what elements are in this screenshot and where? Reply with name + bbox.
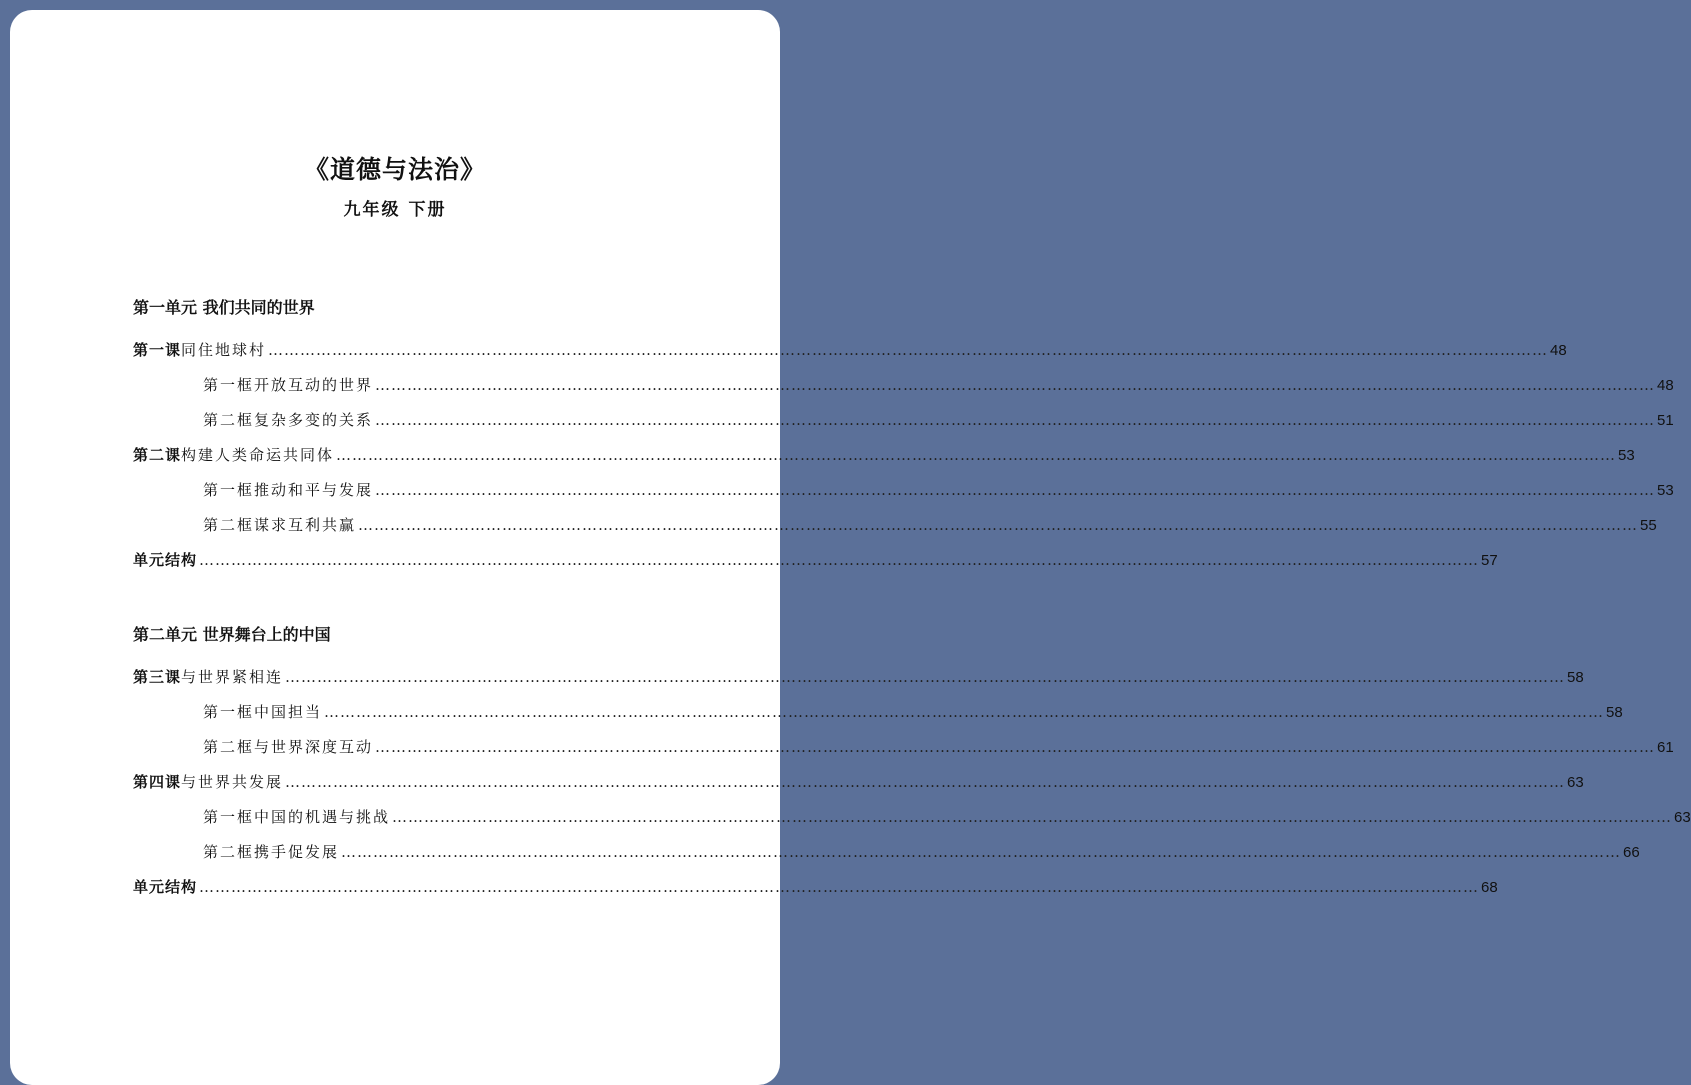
- dot-leader: ……………………………………………………………………………………………………………………………………………………………………………………………………………………: [375, 376, 1656, 394]
- toc-entry-section[interactable]: [203, 479, 1674, 501]
- entry-label: 单元结构: [133, 878, 198, 896]
- entry-label: 单元结构: [133, 551, 198, 569]
- toc-entry-lesson[interactable]: [133, 666, 1584, 688]
- toc-entry-section[interactable]: [203, 701, 1623, 723]
- entry-name: 与世界紧相连: [181, 668, 284, 686]
- unit-title: 第一单元 我们共同的世界: [133, 298, 315, 317]
- entry-name: 复杂多变的关系: [254, 411, 374, 429]
- dot-leader: ……………………………………………………………………………………………………………………………………………………………………………………………………………………: [392, 808, 1673, 826]
- page-number: 48: [1550, 342, 1567, 359]
- entry-name: 携手促发展: [254, 843, 340, 861]
- page-number: 63: [1674, 809, 1691, 826]
- page-number: 66: [1623, 844, 1640, 861]
- entry-name: 谋求互利共赢: [254, 516, 357, 534]
- entry-name: 开放互动的世界: [254, 376, 374, 394]
- book-subtitle: 九年级 下册: [343, 200, 447, 220]
- toc-entry-section[interactable]: [203, 374, 1674, 396]
- entry-name: 推动和平与发展: [254, 481, 374, 499]
- toc-entry-lesson[interactable]: [133, 876, 1498, 898]
- page-number: 57: [1481, 552, 1498, 569]
- dot-leader: ……………………………………………………………………………………………………………………………………………………………………………………………………………………: [375, 481, 1656, 499]
- entry-name: 与世界深度互动: [254, 738, 374, 756]
- entry-label: 第一课: [133, 341, 182, 359]
- entry-name: 同住地球村: [181, 341, 267, 359]
- entry-label: 第一框: [203, 376, 255, 394]
- page-number: 63: [1567, 774, 1584, 791]
- toc-entry-section[interactable]: [203, 841, 1640, 863]
- dot-leader: ……………………………………………………………………………………………………………………………………………………………………………………………………………………: [358, 516, 1639, 534]
- entry-name: 中国担当: [254, 703, 323, 721]
- dot-leader: ……………………………………………………………………………………………………………………………………………………………………………………………………………………: [375, 738, 1656, 756]
- entry-label: 第二框: [203, 411, 255, 429]
- entry-label: 第二框: [203, 738, 255, 756]
- entry-label: 第二课: [133, 446, 182, 464]
- document-page: [10, 10, 1691, 1085]
- entry-label: 第二框: [203, 843, 255, 861]
- page-number: 61: [1657, 739, 1674, 756]
- toc-entry-section[interactable]: [203, 806, 1691, 828]
- dot-leader: ……………………………………………………………………………………………………………………………………………………………………………………………………………………: [375, 411, 1656, 429]
- book-title: 《道德与法治》: [303, 155, 486, 184]
- page-number: 68: [1481, 879, 1498, 896]
- page-number: 58: [1567, 669, 1584, 686]
- unit-title: 第二单元 世界舞台上的中国: [133, 625, 331, 644]
- entry-name: 构建人类命运共同体: [181, 446, 335, 464]
- dot-leader: ……………………………………………………………………………………………………………………………………………………………………………………………………………………: [324, 703, 1605, 721]
- toc-entry-lesson[interactable]: [133, 771, 1584, 793]
- page-number: 51: [1657, 412, 1674, 429]
- entry-label: 第一框: [203, 808, 255, 826]
- dot-leader: ……………………………………………………………………………………………………………………………………………………………………………………………………………………: [285, 773, 1566, 791]
- page-number: 55: [1640, 517, 1657, 534]
- toc-entry-section[interactable]: [203, 736, 1674, 758]
- dot-leader: ……………………………………………………………………………………………………………………………………………………………………………………………………………………: [268, 341, 1549, 359]
- dot-leader: ……………………………………………………………………………………………………………………………………………………………………………………………………………………: [285, 668, 1566, 686]
- entry-label: 第四课: [133, 773, 182, 791]
- entry-label: 第一框: [203, 703, 255, 721]
- page-number: 53: [1657, 482, 1674, 499]
- entry-name: 与世界共发展: [181, 773, 284, 791]
- dot-leader: ……………………………………………………………………………………………………………………………………………………………………………………………………………………: [199, 878, 1480, 896]
- dot-leader: ……………………………………………………………………………………………………………………………………………………………………………………………………………………: [336, 446, 1617, 464]
- dot-leader: ……………………………………………………………………………………………………………………………………………………………………………………………………………………: [341, 843, 1622, 861]
- entry-label: 第一框: [203, 481, 255, 499]
- entry-label: 第二框: [203, 516, 255, 534]
- toc-entry-section[interactable]: [203, 409, 1674, 431]
- page-number: 58: [1606, 704, 1623, 721]
- page-number: 48: [1657, 377, 1674, 394]
- toc-entry-lesson[interactable]: [133, 444, 1635, 466]
- toc-entry-lesson[interactable]: [133, 549, 1498, 571]
- dot-leader: ……………………………………………………………………………………………………………………………………………………………………………………………………………………: [199, 551, 1480, 569]
- page-number: 53: [1618, 447, 1635, 464]
- toc-entry-lesson[interactable]: [133, 339, 1567, 361]
- entry-name: 中国的机遇与挑战: [254, 808, 391, 826]
- entry-label: 第三课: [133, 668, 182, 686]
- toc-entry-section[interactable]: [203, 514, 1657, 536]
